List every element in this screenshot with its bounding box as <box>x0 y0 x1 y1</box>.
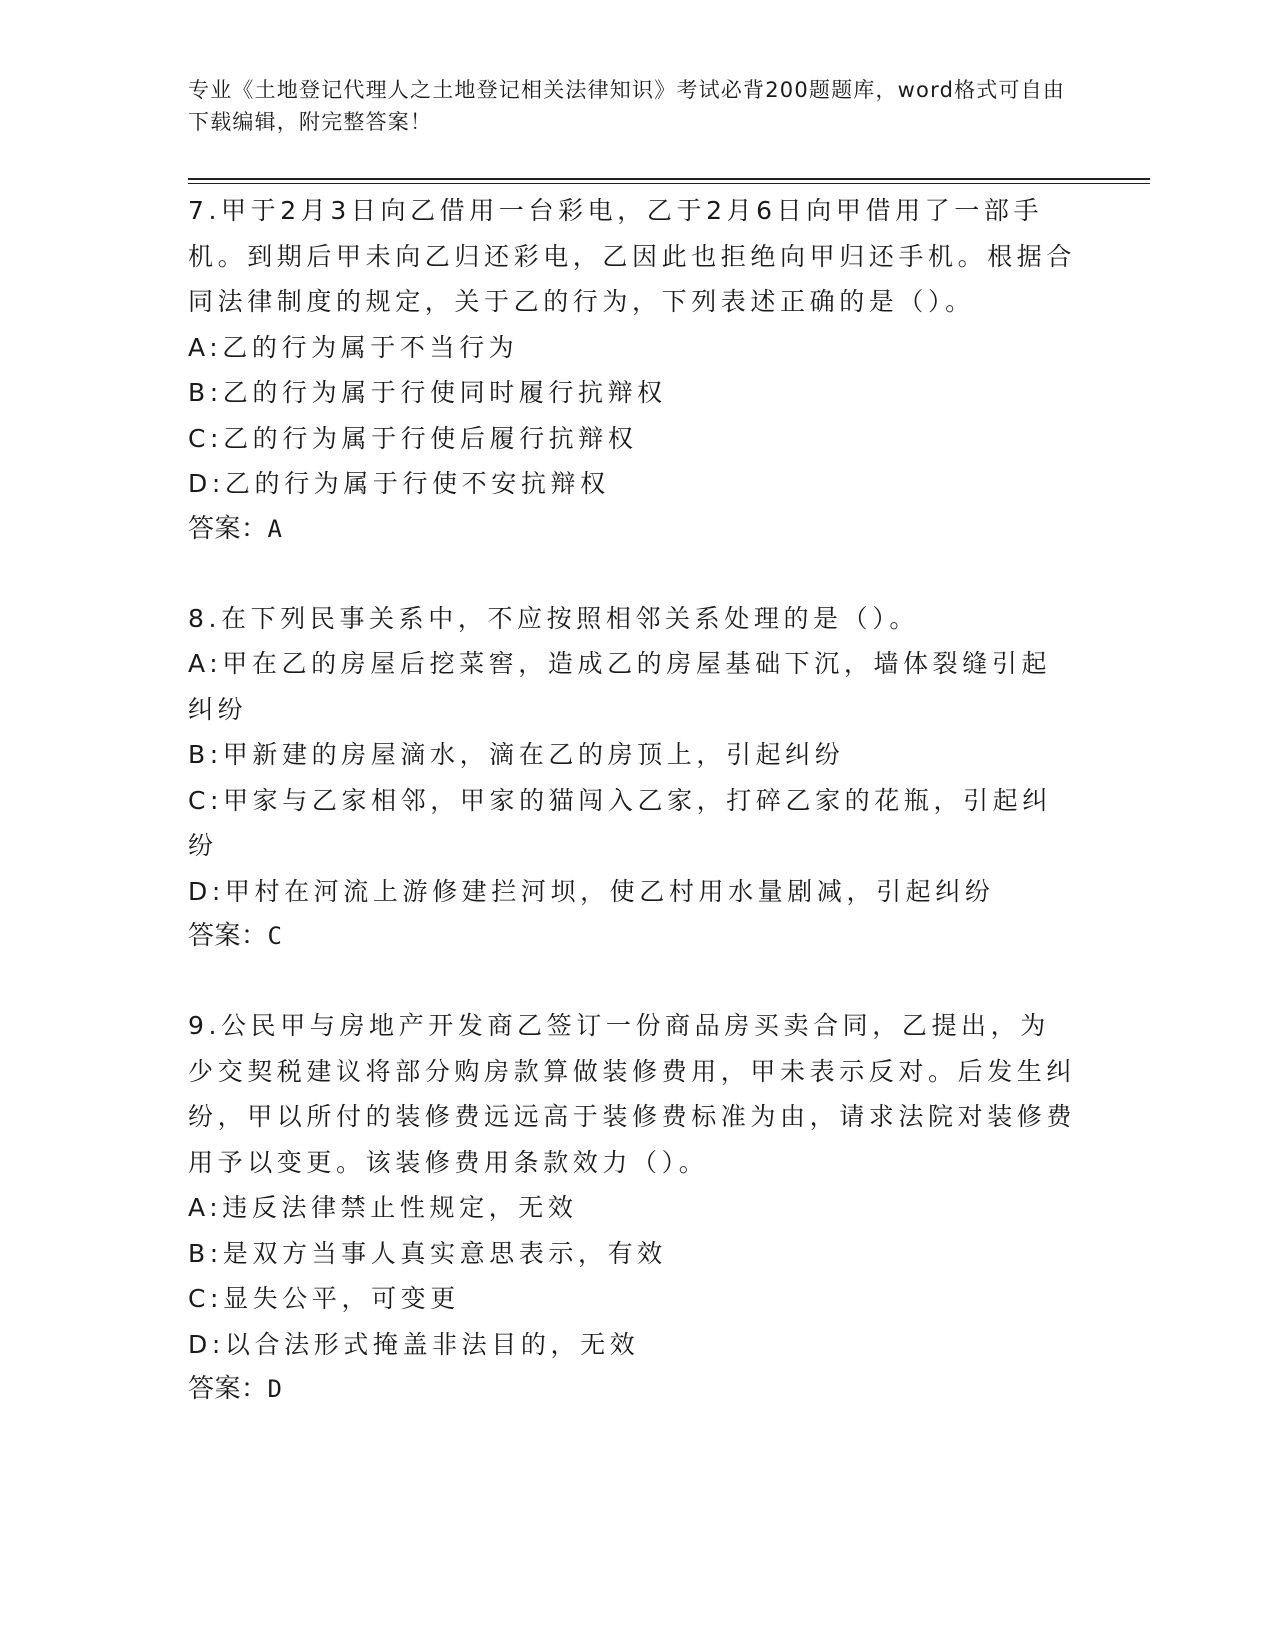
question-7 <box>188 188 1078 552</box>
option-c: C:乙的行为属于行使后履行抗辩权 <box>188 423 638 453</box>
answer-line <box>188 1367 1078 1412</box>
question-stem: 7.甲于2月3日向乙借用一台彩电，乙于2月6日向甲借用了一部手机。到期后甲未向乙归还彩电，乙因此也拒绝向甲归还手机。根据合同法律制度的规定，关于乙的行为，下列表述正确的是（）。 <box>188 196 1077 316</box>
question-9 <box>188 1003 1078 1412</box>
option-c: C:显失公平，可变更 <box>188 1284 460 1313</box>
question-spacer <box>188 552 1078 596</box>
answer-label: 答案： <box>188 513 268 544</box>
question-spacer <box>188 959 1078 1003</box>
option-b: B:是双方当事人真实意思表示，有效 <box>188 1238 667 1268</box>
question-list <box>188 188 1078 1412</box>
answer-line <box>188 507 1078 552</box>
option-b: B:甲新建的房屋滴水，滴在乙的房顶上，引起纠纷 <box>188 740 845 769</box>
header-divider-thin <box>188 183 1150 184</box>
answer-label: 答案： <box>188 921 268 951</box>
question-stem: 9.公民甲与房地产开发商乙签订一份商品房买卖合同，乙提出，为少交契税建议将部分购房款算做装修费用，甲未表示反对。后发生纠纷，甲以所付的装修费远远高于装修费标准为由，请求法院对装修费用予以变更。该装修费用条款效力（）。 <box>188 1011 1077 1177</box>
option-a: A:乙的行为属于不当行为 <box>188 332 519 362</box>
option-a: A:违反法律禁止性规定，无效 <box>188 1193 578 1222</box>
answer-value: C <box>267 922 283 950</box>
answer-value: D <box>267 1375 283 1403</box>
option-c: C:甲家与乙家相邻，甲家的猫闯入乙家，打碎乙家的花瓶，引起纠纷 <box>188 785 1052 860</box>
header-divider-thick <box>188 178 1150 180</box>
option-d: D:以合法形式掩盖非法目的，无效 <box>188 1329 640 1359</box>
answer-value: A <box>267 514 283 543</box>
document-header: 专业《土地登记代理人之土地登记相关法律知识》考试必背200题题库，word格式可自由下载编辑，附完整答案！ <box>188 78 1066 134</box>
question-8 <box>188 596 1078 960</box>
option-d: D:甲村在河流上游修建拦河坝，使乙村用水量剧减，引起纠纷 <box>188 876 995 906</box>
option-a: A:甲在乙的房屋后挖菜窖，造成乙的房屋基础下沉，墙体裂缝引起纠纷 <box>188 649 1052 724</box>
answer-label: 答案： <box>188 1374 268 1404</box>
option-d: D:乙的行为属于行使不安抗辩权 <box>188 469 610 498</box>
question-stem: 8.在下列民事关系中，不应按照相邻关系处理的是（）。 <box>188 603 919 633</box>
answer-line <box>188 914 1078 959</box>
option-b: B:乙的行为属于行使同时履行抗辩权 <box>188 378 667 407</box>
